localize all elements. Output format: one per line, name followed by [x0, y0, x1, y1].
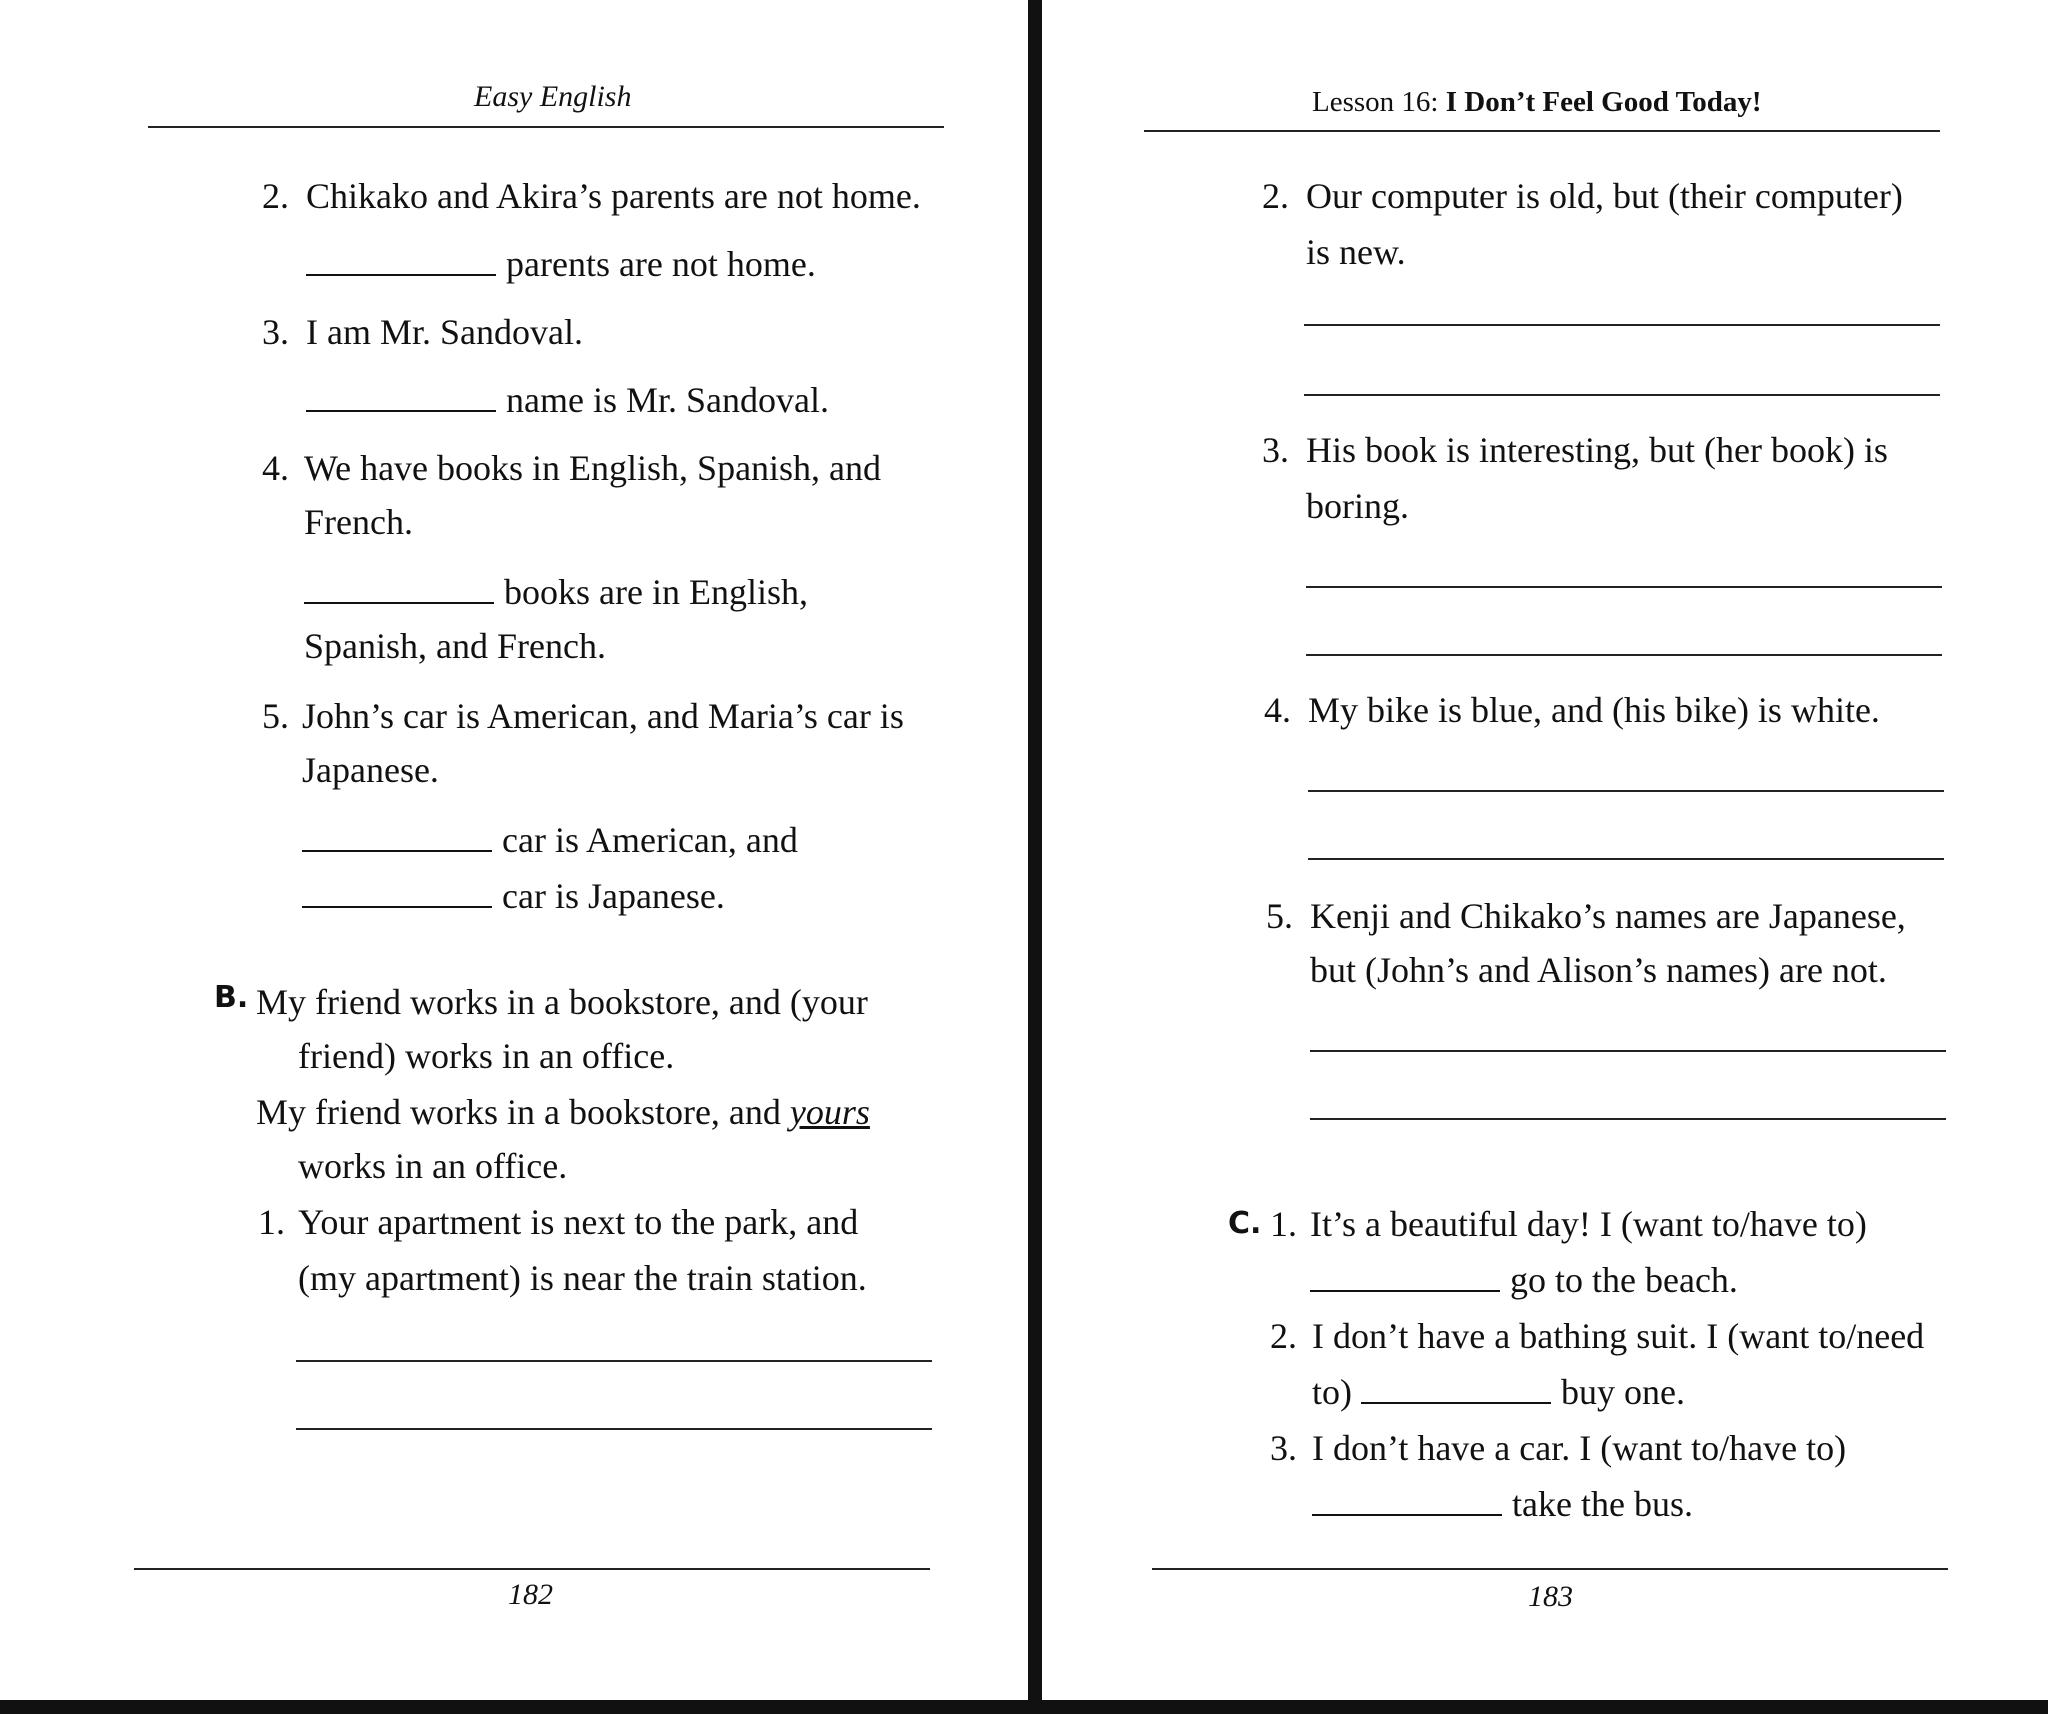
header-rule — [1144, 130, 1940, 132]
page-number: 182 — [508, 1578, 553, 1611]
item-number: 3. — [262, 312, 289, 352]
writing-line[interactable] — [1310, 1118, 1946, 1120]
exercise-sentence: We have books in English, Spanish, and — [304, 448, 882, 488]
writing-line[interactable] — [1304, 394, 1940, 396]
footer-rule — [1152, 1568, 1948, 1570]
item-number: 5. — [1266, 896, 1293, 936]
answer-line: go to the beach. — [1310, 1258, 1738, 1302]
answer-line: parents are not home. — [306, 242, 816, 286]
writing-line[interactable] — [1306, 586, 1942, 588]
example-answer-word: yours — [789, 1092, 870, 1132]
answer-line: take the bus. — [1312, 1482, 1693, 1526]
item-number: 4. — [1264, 690, 1291, 730]
item-number: 3. — [1270, 1428, 1297, 1468]
section-label-b: B. — [214, 980, 249, 1015]
item-number: 2. — [1262, 176, 1289, 216]
writing-line[interactable] — [1310, 1050, 1946, 1052]
exercise-sentence: Kenji and Chikako’s names are Japanese, — [1310, 896, 1906, 936]
item-number: 2. — [262, 176, 289, 216]
exercise-sentence: I am Mr. Sandoval. — [306, 312, 583, 352]
exercise-sentence: but (John’s and Alison’s names) are not. — [1310, 950, 1887, 990]
item-number: 2. — [1270, 1316, 1297, 1356]
example-answer: works in an office. — [298, 1146, 568, 1186]
exercise-sentence: Our computer is old, but (their computer) — [1306, 176, 1903, 216]
example-question: My friend works in a bookstore, and (your — [256, 982, 868, 1022]
item-number: 5. — [262, 696, 289, 736]
answer-line: name is Mr. Sandoval. — [306, 378, 829, 422]
exercise-sentence: His book is interesting, but (her book) is — [1306, 430, 1888, 470]
writing-line[interactable] — [296, 1428, 932, 1430]
exercise-sentence: is new. — [1306, 232, 1406, 272]
fill-in-blank[interactable] — [1361, 1401, 1551, 1404]
fill-in-blank[interactable] — [306, 409, 496, 412]
exercise-sentence: My bike is blue, and (his bike) is white. — [1308, 690, 1880, 730]
exercise-sentence: It’s a beautiful day! I (want to/have to) — [1310, 1204, 1867, 1244]
fill-in-blank[interactable] — [304, 601, 494, 604]
answer-line: books are in English, — [304, 570, 808, 614]
fill-in-blank[interactable] — [302, 849, 492, 852]
writing-line[interactable] — [1304, 324, 1940, 326]
writing-line[interactable] — [1306, 654, 1942, 656]
page-number: 183 — [1528, 1580, 1573, 1613]
item-number: 3. — [1262, 430, 1289, 470]
exercise-sentence: I don’t have a car. I (want to/have to) — [1312, 1428, 1847, 1468]
exercise-sentence: (my apartment) is near the train station. — [298, 1258, 867, 1298]
writing-line[interactable] — [296, 1360, 932, 1362]
answer-line: car is American, and — [302, 818, 798, 862]
fill-in-blank[interactable] — [1310, 1289, 1500, 1292]
answer-line: to) buy one. — [1312, 1372, 1685, 1412]
example-question: friend) works in an office. — [298, 1036, 675, 1076]
header-rule — [148, 126, 944, 128]
exercise-sentence: Chikako and Akira’s parents are not home. — [306, 176, 921, 216]
right-running-header: Lesson 16: I Don’t Feel Good Today! — [1312, 86, 1762, 118]
item-number: 1. — [1270, 1204, 1297, 1244]
item-number: 1. — [258, 1202, 285, 1242]
fill-in-blank[interactable] — [302, 905, 492, 908]
exercise-sentence: I don’t have a bathing suit. I (want to/need — [1312, 1316, 1925, 1356]
fill-in-blank[interactable] — [1312, 1513, 1502, 1516]
exercise-sentence: Japanese. — [302, 750, 439, 790]
exercise-sentence: boring. — [1306, 486, 1409, 526]
book-spine — [1028, 0, 1042, 1714]
writing-line[interactable] — [1308, 790, 1944, 792]
example-answer: My friend works in a bookstore, and yours — [256, 1092, 870, 1132]
writing-line[interactable] — [1308, 858, 1944, 860]
exercise-sentence: John’s car is American, and Maria’s car is — [302, 696, 904, 736]
exercise-sentence: French. — [304, 502, 413, 542]
answer-line: car is Japanese. — [302, 874, 725, 918]
answer-line-continued: Spanish, and French. — [304, 626, 606, 666]
footer-rule — [134, 1568, 930, 1570]
item-number: 4. — [262, 448, 289, 488]
left-running-header: Easy English — [474, 80, 632, 113]
section-label-c: C. — [1228, 1206, 1262, 1241]
page-bottom-edge — [0, 1700, 2048, 1714]
exercise-sentence: Your apartment is next to the park, and — [298, 1202, 859, 1242]
fill-in-blank[interactable] — [306, 273, 496, 276]
